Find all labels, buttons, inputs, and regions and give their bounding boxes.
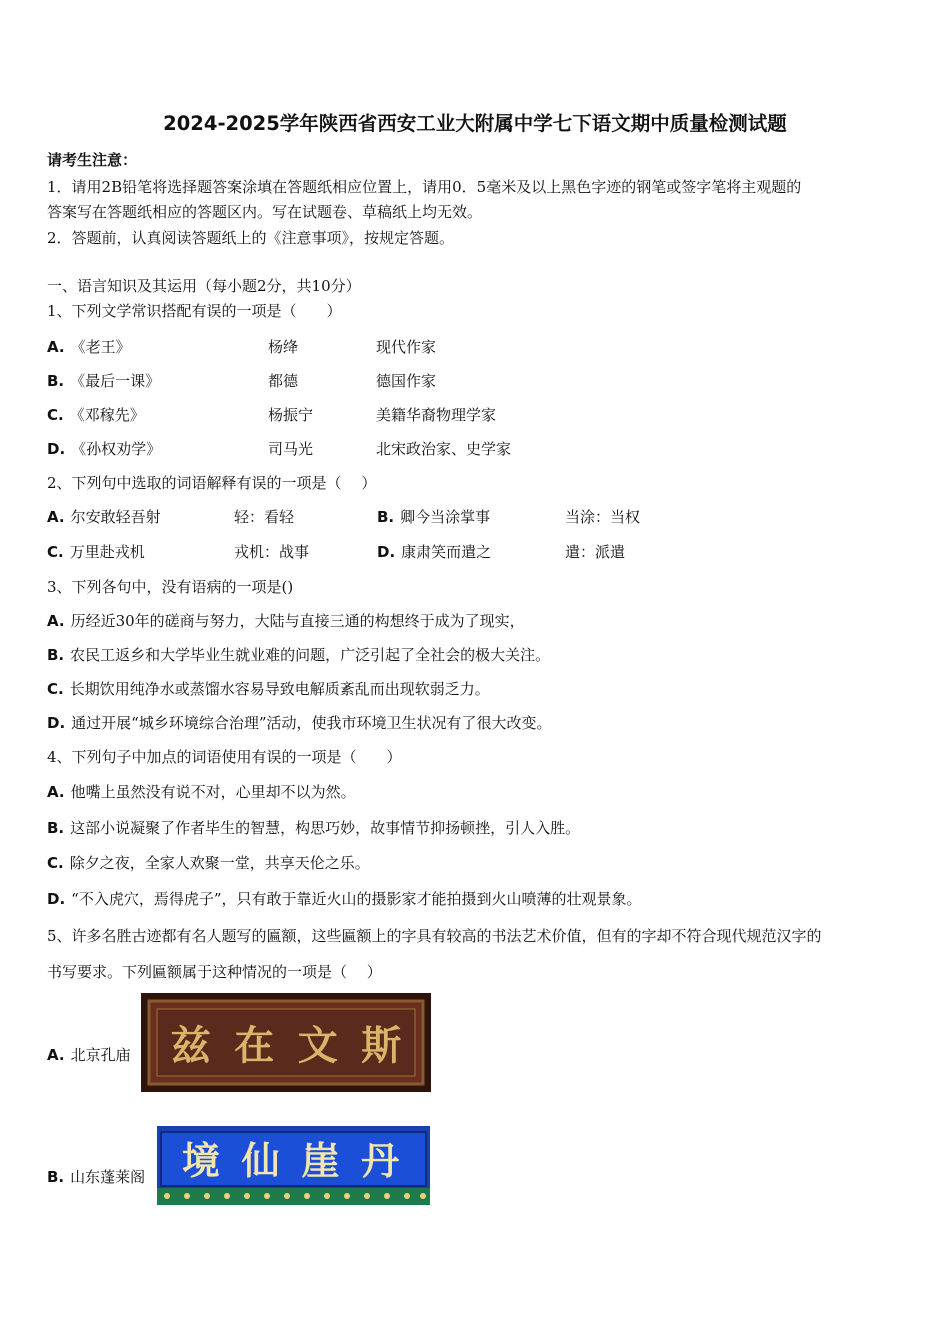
q4-option-a — [47, 782, 356, 802]
q5-option-b — [47, 1167, 145, 1187]
q4-option-b — [47, 818, 580, 838]
q1-option-b — [47, 371, 160, 391]
q2-option-d-expl: 遣：派遣 — [565, 543, 626, 561]
plaque-glyph: 丹 — [361, 1137, 400, 1183]
q1-option-d-desc: 北宋政治家、史学家 — [376, 440, 512, 458]
option-label: D. — [47, 714, 66, 732]
q2-option-d — [377, 542, 491, 562]
notice-line-2: 2．答题前，认真阅读答题纸上的《注意事项》，按规定答题。 — [47, 229, 455, 247]
option-sentence: 康肃笑而遣之 — [401, 543, 492, 561]
q2-option-c-expl: 戎机：战事 — [234, 543, 310, 561]
plaque-glyph: 崖 — [301, 1137, 340, 1183]
plaque-image-b — [157, 1126, 430, 1205]
option-text: 通过开展“城乡环境综合治理”活动，使我市环境卫生状况有了很大改变。 — [71, 714, 552, 732]
q3-option-b — [47, 645, 550, 665]
option-text: 山东蓬莱阁 — [70, 1168, 146, 1186]
q2-option-a — [47, 507, 161, 527]
option-text: 他嘴上虽然没有说不对，心里却不以为然。 — [70, 783, 356, 801]
option-text: 历经近30年的磋商与努力，大陆与直接三通的构想终于成为了现实， — [70, 612, 525, 630]
q2-option-a-expl: 轻：看轻 — [234, 508, 295, 526]
q1-option-a-desc: 现代作家 — [376, 338, 437, 356]
question-3-stem: 3、下列各句中，没有语病的一项是() — [47, 578, 294, 596]
option-label: D. — [47, 890, 66, 908]
q3-option-c — [47, 679, 490, 699]
plaque-glyph: 仙 — [241, 1137, 280, 1183]
option-label: C. — [47, 854, 64, 872]
page-title: 2024-2025学年陕西省西安工业大附属中学七下语文期中质量检测试题 — [163, 112, 787, 135]
q2-option-b — [377, 507, 490, 527]
q1-option-d-author: 司马光 — [268, 440, 314, 458]
q4-option-d — [47, 889, 642, 909]
option-label: C. — [47, 543, 64, 561]
option-text: 北京孔庙 — [70, 1046, 131, 1064]
plaque-glyph: 兹 — [170, 1022, 211, 1069]
option-label: B. — [47, 819, 65, 837]
option-text: 这部小说凝聚了作者毕生的智慧，构思巧妙，故事情节抑扬顿挫，引人入胜。 — [70, 819, 581, 837]
option-text: 除夕之夜，全家人欢聚一堂，共享天伦之乐。 — [69, 854, 370, 872]
plaque-b-inscription — [157, 1126, 430, 1188]
q2-option-c — [47, 542, 145, 562]
plaque-image-a — [141, 993, 431, 1092]
option-sentence: 卿今当涂掌事 — [400, 508, 491, 526]
q1-option-a — [47, 337, 131, 357]
q1-option-b-author: 都德 — [268, 372, 299, 390]
notice-line-1a: 1．请用2B铅笔将选择题答案涂填在答题纸相应位置上，请用0．5毫米及以上黑色字迹的钢笔或签字笔将主观题的 — [47, 178, 802, 196]
option-work: 《邓稼先》 — [69, 406, 145, 424]
q2-option-b-expl: 当涂：当权 — [565, 508, 641, 526]
option-label: C. — [47, 406, 64, 424]
plaque-glyph: 文 — [297, 1022, 338, 1069]
q3-option-d — [47, 713, 552, 733]
q1-option-d — [47, 439, 161, 459]
option-label: D. — [47, 440, 66, 458]
plaque-a-inscription — [141, 993, 431, 1092]
option-label: A. — [47, 783, 65, 801]
option-text: 农民工返乡和大学毕业生就业难的问题，广泛引起了全社会的极大关注。 — [70, 646, 551, 664]
question-2-stem: 2、下列句中选取的词语解释有误的一项是（ ） — [47, 474, 377, 492]
question-1-stem: 1、下列文学常识搭配有误的一项是（ ） — [47, 302, 342, 320]
option-text: “不入虎穴，焉得虎子”，只有敢于靠近火山的摄影家才能拍摄到火山喷薄的壮观景象。 — [71, 890, 642, 908]
question-4-stem: 4、下列句子中加点的词语使用有误的一项是（ ） — [47, 748, 402, 766]
option-sentence: 万里赴戎机 — [69, 543, 145, 561]
option-sentence: 尔安敢轻吾射 — [70, 508, 161, 526]
option-label: C. — [47, 680, 64, 698]
section-heading: 一、语言知识及其运用（每小题2分，共10分） — [47, 277, 361, 295]
option-label: A. — [47, 508, 65, 526]
option-work: 《最后一课》 — [70, 372, 161, 390]
option-label: A. — [47, 1046, 65, 1064]
option-label: B. — [377, 508, 395, 526]
notice-line-1b: 答案写在答题纸相应的答题区内。写在试题卷、草稿纸上均无效。 — [47, 203, 483, 221]
plaque-glyph: 在 — [234, 1022, 275, 1069]
option-label: B. — [47, 372, 65, 390]
option-text: 长期饮用纯净水或蒸馏水容易导致电解质紊乱而出现软弱乏力。 — [69, 680, 490, 698]
q1-option-c-desc: 美籍华裔物理学家 — [376, 406, 497, 424]
question-5-stem-1: 5、许多名胜古迹都有名人题写的匾额，这些匾额上的字具有较高的书法艺术价值，但有的字却不符合现代规范汉字的 — [47, 927, 822, 945]
option-label: B. — [47, 646, 65, 664]
notice-heading: 请考生注意： — [47, 151, 138, 169]
option-label: D. — [377, 543, 396, 561]
q5-option-a — [47, 1045, 131, 1065]
question-5-stem-2: 书写要求。下列匾额属于这种情况的一项是（ ） — [47, 963, 382, 981]
q1-option-b-desc: 德国作家 — [376, 372, 437, 390]
q1-option-a-author: 杨绛 — [268, 338, 299, 356]
q1-option-c-author: 杨振宁 — [268, 406, 314, 424]
plaque-glyph: 境 — [181, 1137, 220, 1183]
q3-option-a — [47, 611, 525, 631]
option-label: B. — [47, 1168, 65, 1186]
q4-option-c — [47, 853, 370, 873]
option-label: A. — [47, 338, 65, 356]
q1-option-c — [47, 405, 145, 425]
plaque-glyph: 斯 — [361, 1022, 402, 1069]
option-work: 《老王》 — [70, 338, 131, 356]
option-work: 《孙权劝学》 — [71, 440, 162, 458]
option-label: A. — [47, 612, 65, 630]
